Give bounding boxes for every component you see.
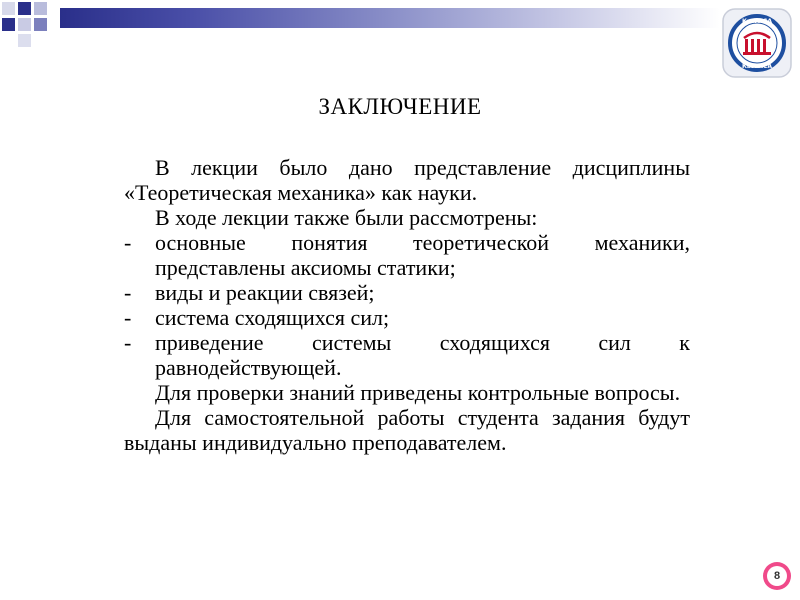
- list-item-text: виды и реакции связей;: [155, 280, 375, 305]
- list-item-text: приведение системы сходящихся сил к равнодействующей.: [155, 330, 690, 380]
- list-item-text: система сходящихся сил;: [155, 305, 390, 330]
- page-number-badge: [763, 562, 791, 590]
- header-decoration: [0, 0, 800, 34]
- list-item: [124, 305, 690, 330]
- decorative-squares: [0, 0, 62, 50]
- check-note: Для проверки знаний приведены контрольные вопросы.: [155, 380, 681, 405]
- list-item-text: основные понятия теоретической механики, представлены аксиомы статики;: [155, 230, 690, 280]
- assignment-note: Для самостоятельной работы студента задания будут выданы индивидуально преподавателем.: [124, 405, 690, 455]
- list-item: [124, 230, 690, 280]
- list-intro: В ходе лекции также были рассмотрены:: [155, 205, 538, 230]
- intro-paragraph: В лекции было дано представление дисциплины «Теоретическая механика» как науки.: [124, 155, 690, 205]
- logo-top-text: КазГАСА: [742, 18, 772, 25]
- list-item: [124, 330, 690, 380]
- slide-title: ЗАКЛЮЧЕНИЕ: [318, 94, 482, 119]
- header-gradient-band: [60, 8, 720, 28]
- bullet-dash: -: [124, 280, 132, 305]
- bullet-dash: -: [124, 230, 132, 255]
- list-item: [124, 280, 690, 305]
- page-number: 8: [767, 566, 787, 586]
- logo-bottom-text: КазГАСА: [742, 63, 772, 70]
- bullet-dash: -: [124, 305, 132, 330]
- university-logo: [722, 8, 792, 78]
- bullet-dash: -: [124, 330, 132, 355]
- slide-body: [124, 155, 690, 455]
